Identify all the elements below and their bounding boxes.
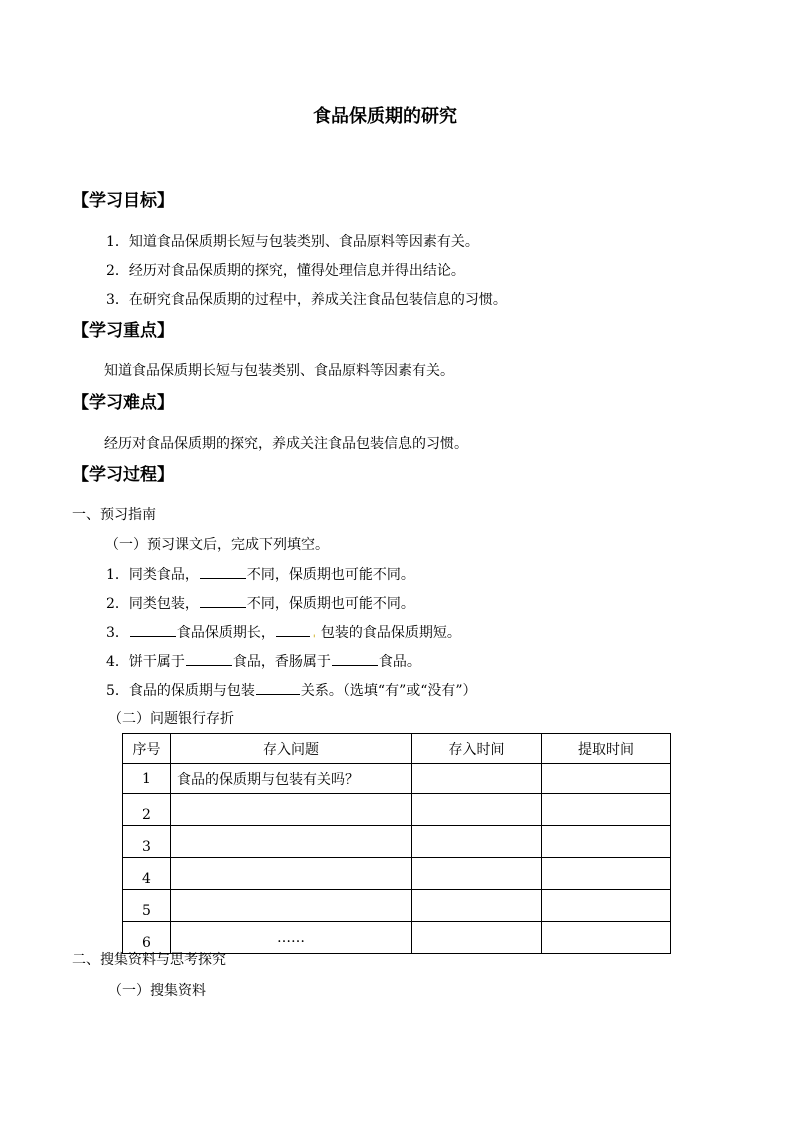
row-number: 2 (123, 794, 171, 826)
answer-blank[interactable] (256, 693, 300, 695)
answer-blank[interactable] (200, 606, 246, 608)
table-header-row (123, 734, 671, 764)
question-4-text-b: 食品，香肠属于 (232, 654, 331, 670)
question-2-text-a: 2．同类包装， (106, 596, 199, 612)
withdraw-time-cell[interactable] (542, 764, 671, 794)
withdraw-time-cell[interactable] (542, 794, 671, 826)
key-points-heading: 【学习重点】 (72, 321, 174, 341)
question-1-text-a: 1．同类食品， (106, 567, 199, 583)
row-number: 3 (123, 826, 171, 858)
process-heading: 【学习过程】 (72, 465, 174, 485)
table-row (123, 794, 671, 826)
objective-item-1: 1．知道食品保质期长短与包装类别、食品原料等因素有关。 (106, 234, 479, 250)
section1-title: 一、预习指南 (72, 507, 156, 523)
answer-blank[interactable] (200, 577, 246, 579)
answer-blank[interactable] (186, 664, 232, 666)
question-3-text-b: 食品保质期长， (176, 625, 275, 641)
column-header: 提取时间 (542, 734, 671, 764)
question-5 (106, 684, 477, 698)
question-5-text-a: 5．食品的保质期与包装 (106, 683, 255, 699)
row-number: 6 (123, 922, 171, 954)
withdraw-time-cell[interactable] (542, 922, 671, 954)
question-cell[interactable] (171, 890, 412, 922)
table-row (123, 890, 671, 922)
difficulties-text: 经历对食品保质期的探究，养成关注食品包装信息的习惯。 (104, 436, 468, 452)
deposit-time-cell[interactable] (412, 826, 542, 858)
deposit-time-cell[interactable] (412, 890, 542, 922)
column-header: 存入时间 (412, 734, 542, 764)
question-2-text-b: 不同，保质期也可能不同。 (246, 596, 415, 612)
deposit-time-cell[interactable] (412, 794, 542, 826)
table-row (123, 922, 671, 954)
deposit-time-cell[interactable] (412, 922, 542, 954)
table-row (123, 826, 671, 858)
question-4 (106, 655, 421, 669)
column-header: 序号 (123, 734, 171, 764)
question-5-text-b: 关系。（选填“有”或“没有”） (300, 683, 477, 699)
question-4-text-c: 食品。 (378, 654, 421, 670)
answer-blank[interactable] (276, 635, 310, 637)
section2-sub1: （一）搜集资料 (108, 983, 206, 999)
objective-item-2: 2．经历对食品保质期的探究，懂得处理信息并得出结论。 (106, 263, 465, 279)
row-number: 1 (123, 764, 171, 794)
table-row (123, 764, 671, 794)
question-4-text-a: 4．饼干属于 (106, 654, 185, 670)
question-cell[interactable] (171, 794, 412, 826)
answer-blank[interactable] (332, 664, 378, 666)
withdraw-time-cell[interactable] (542, 890, 671, 922)
difficulties-heading: 【学习难点】 (72, 393, 174, 413)
row-number: 5 (123, 890, 171, 922)
question-1-text-b: 不同，保质期也可能不同。 (246, 567, 415, 583)
question-2 (106, 597, 415, 611)
question-3-text-c: 包装的食品保质期短。 (320, 625, 461, 641)
question-cell[interactable] (171, 858, 412, 890)
question-3-text-a: 3． (106, 625, 129, 641)
page-title: 食品保质期的研究 (313, 106, 457, 127)
section1-sub1: （一）预习课文后，完成下列填空。 (105, 537, 329, 553)
answer-blank[interactable] (130, 635, 176, 637)
question-cell[interactable]: …… (171, 922, 412, 954)
section2-title: 二、搜集资料与思考探究 (72, 952, 226, 968)
objectives-heading: 【学习目标】 (72, 191, 174, 211)
question-bank-table (122, 733, 671, 954)
withdraw-time-cell[interactable] (542, 826, 671, 858)
section1-sub2: （二）问题银行存折 (108, 711, 234, 727)
deposit-time-cell[interactable] (412, 858, 542, 890)
withdraw-time-cell[interactable] (542, 858, 671, 890)
question-cell[interactable]: 食品的保质期与包装有关吗？ (171, 764, 412, 794)
objective-item-3: 3．在研究食品保质期的过程中，养成关注食品包装信息的习惯。 (106, 292, 507, 308)
row-number: 4 (123, 858, 171, 890)
question-1 (106, 568, 415, 582)
question-3 (106, 626, 461, 640)
key-points-text: 知道食品保质期长短与包装类别、食品原料等因素有关。 (104, 363, 454, 379)
question-cell[interactable] (171, 826, 412, 858)
deposit-time-cell[interactable] (412, 764, 542, 794)
table-row (123, 858, 671, 890)
column-header: 存入问题 (171, 734, 412, 764)
